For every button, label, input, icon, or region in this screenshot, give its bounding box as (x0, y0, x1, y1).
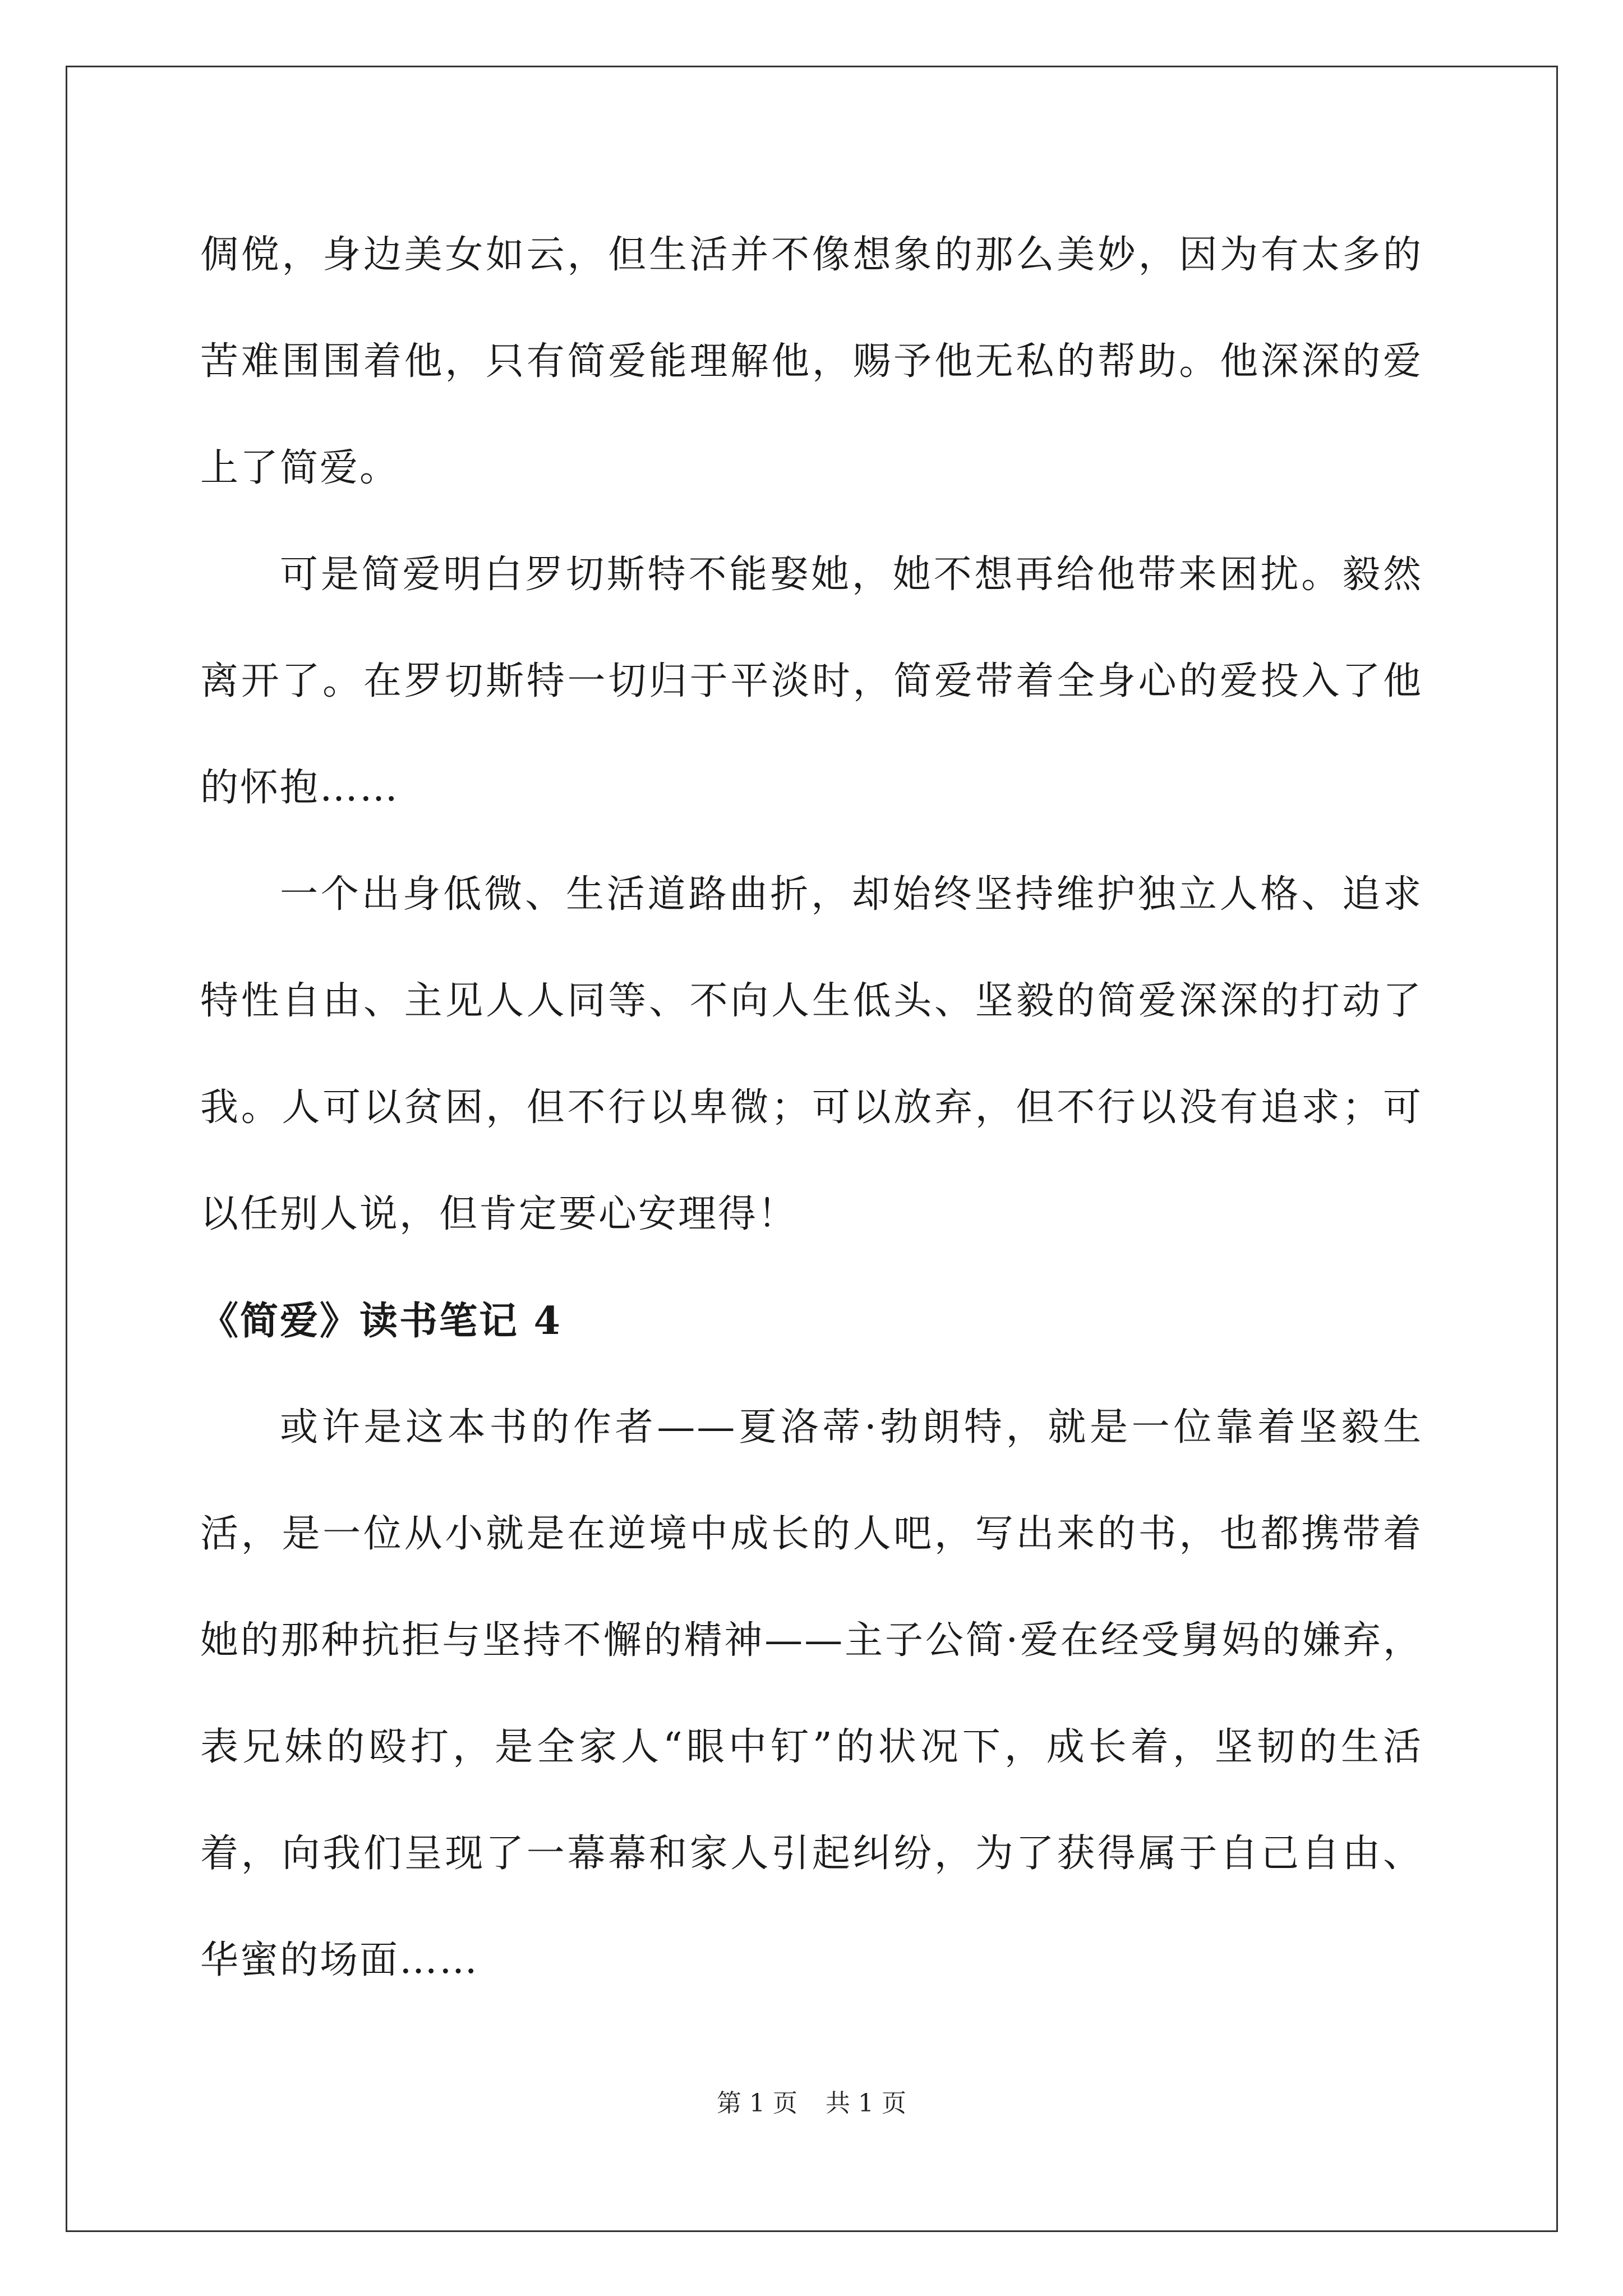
paragraph: 可是简爱明白罗切斯特不能娶她，她不想再给他带来困扰。毅然离开了。在罗切斯特一切归于平淡时，简爱带着全身心的爱投入了他的怀抱…… (200, 553, 1423, 810)
paragraph: 或许是这本书的作者——夏洛蒂·勃朗特，就是一位靠着坚毅生活，是一位从小就是在逆境中成长的人吧，写出来的书，也都携带着她的那种抗拒与坚持不懈的精神——主子公简·爱在经受舅妈的嫌弃，表兄妹的殴打，是全家人“眼中钉”的状况下，成长着，坚韧的生活着，向我们呈现了一幕幕和家人引起纠纷，为了获得属于自己自由、华蜜的场面…… (200, 1405, 1423, 1982)
page-total: 共 1 页 (826, 2089, 906, 2118)
paragraph-continuation: 倜傥，身边美女如云，但生活并不像想象的那么美妙，因为有太多的苦难围围着他，只有简爱能理解他，赐予他无私的帮助。他深深的爱上了简爱。 (200, 233, 1423, 490)
paragraph: 一个出身低微、生活道路曲折，却始终坚持维护独立人格、追求特性自由、主见人人同等、不向人生低头、坚毅的简爱深深的打动了我。人可以贫困，但不行以卑微；可以放弃，但不行以没有追求；可以任别人说，但肯定要心安理得！ (200, 872, 1423, 1236)
page-number: 第 1 页 (717, 2089, 797, 2118)
section-heading: 《简爱》读书笔记 4 (200, 1299, 562, 1343)
page-footer (0, 2087, 1623, 2120)
document-body (200, 202, 1423, 2014)
